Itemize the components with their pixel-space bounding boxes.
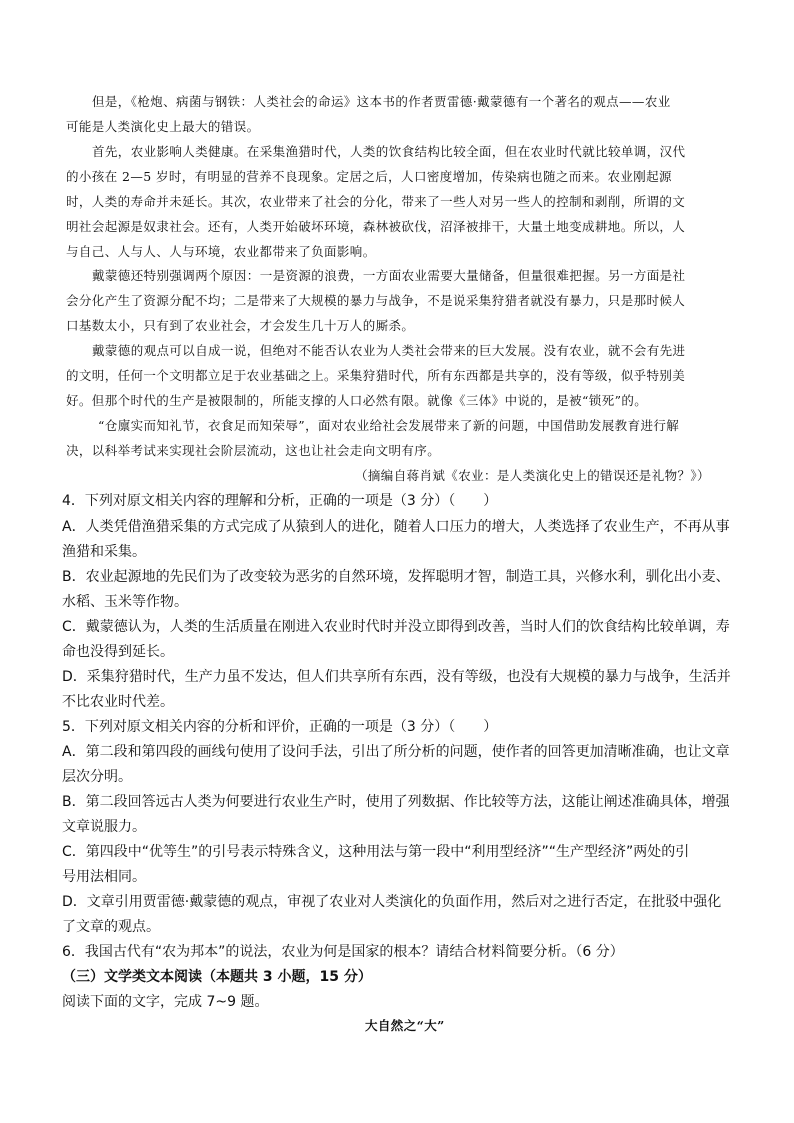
section-instruction: 阅读下面的文字，完成 7~9 题。	[62, 994, 269, 1010]
passage-line: 首先，农业影响人类健康。在采集渔猎时代，人类的饮食结构比较全面，但在农业时代就比较单调，汉代	[92, 144, 686, 159]
passage-line: 好。但那个时代的生产是被限制的，所能支撑的人口必然有限。就像《三体》中说的，是被“锁死”的。	[66, 393, 648, 408]
question-5-option-a: A．第二段和第四段的画线句使用了设问手法，引出了所分析的问题，使作者的回答更加清晰准确，也让文章	[62, 744, 730, 760]
question-4-option-d: D．采集狩猎时代，生产力虽不发达，但人们共享所有东西，没有等级，也没有大规模的暴力与战争，生活并	[62, 669, 731, 685]
passage-line: 戴蒙德还特别强调两个原因：一是资源的浪费，一方面农业需要大量储备，但量很难把握。另一方面是社	[92, 268, 686, 283]
passage-line: 时，人类的寿命并未延长。其次，农业带来了社会的分化，带来了一些人对另一些人的控制和剥削，所谓的文	[66, 194, 686, 209]
passage-line: 会分化产生了资源分配不均；二是带来了大规模的暴力与战争，不是说采集狩猎者就没有暴力，只是那时候人	[66, 293, 686, 308]
question-5-option-a-cont: 层次分明。	[62, 769, 132, 785]
question-4-option-d-cont: 不比农业时代差。	[62, 694, 174, 710]
question-5-option-c: C．第四段中“优等生”的引号表示特殊含义，这种用法与第一段中“利用型经济”“生产型经济”两处的引	[62, 844, 690, 860]
passage-line: 但是，《枪炮、病菌与钢铁：人类社会的命运》这本书的作者贾雷德·戴蒙德有一个著名的观点——农业	[92, 94, 671, 109]
passage-line: 戴蒙德的观点可以自成一说，但绝对不能否认农业为人类社会带来的巨大发展。没有农业，就不会有先进	[92, 343, 686, 358]
passage-line: “仓廪实而知礼节，衣食足而知荣辱”，面对农业给社会发展带来了新的问题，中国借助发展教育进行解	[98, 418, 680, 433]
article-title: 大自然之“大”	[365, 1018, 445, 1033]
passage-line: 的文明，任何一个文明都立足于农业基础之上。采集狩猎时代，所有东西都是共享的，没有等级，似乎特别美	[66, 368, 686, 383]
question-6-stem: 6．我国古代有“农为邦本”的说法，农业为何是国家的根本？请结合材料简要分析。（6 分）	[62, 944, 624, 960]
passage-source: （摘编自蒋肖斌《农业：是人类演化史上的错误还是礼物？》）	[355, 468, 710, 483]
question-5-option-b-cont: 文章说服力。	[62, 819, 146, 835]
question-5-option-b: B．第二段回答远古人类为何要进行农业生产时，使用了列数据、作比较等方法，这能让阐述准确具体，增强	[62, 794, 730, 810]
question-4-option-a: A．人类凭借渔猎采集的方式完成了从猿到人的进化，随着人口压力的增大，人类选择了农业生产，不再从事	[62, 519, 730, 535]
question-5-option-c-cont: 号用法相同。	[62, 869, 146, 885]
passage-line: 明社会起源是奴隶社会。还有，人类开始破坏环境，森林被砍伐，沼泽被排干，大量土地变成耕地。所以，人	[66, 219, 686, 234]
question-4-option-a-cont: 渔猎和采集。	[62, 544, 146, 560]
question-4-stem: 4．下列对原文相关内容的理解和分析，正确的一项是（3 分）（ ）	[62, 493, 498, 509]
question-5-option-d-cont: 了文章的观点。	[62, 919, 160, 935]
question-4-option-c: C．戴蒙德认为，人类的生活质量在刚进入农业时代时并没立即得到改善，当时人们的饮食结构比较单调，寿	[62, 619, 730, 635]
question-4-option-c-cont: 命也没得到延长。	[62, 644, 174, 660]
question-4-option-b: B．农业起源地的先民们为了改变较为恶劣的自然环境，发挥聪明才智，制造工具，兴修水利，驯化出小麦、	[62, 569, 730, 585]
section-heading: （三）文学类文本阅读（本题共 3 小题，15 分）	[62, 969, 372, 985]
passage-line: 口基数太小，只有到了农业社会，才会发生几十万人的厮杀。	[66, 318, 415, 333]
question-4-option-b-cont: 水稻、玉米等作物。	[62, 594, 188, 610]
passage-line: 决，以科举考试来实现社会阶层流动，这也让社会走向文明有序。	[66, 443, 441, 458]
question-5-stem: 5．下列对原文相关内容的分析和评价，正确的一项是（3 分）（ ）	[62, 719, 498, 735]
passage-line: 与自己、人与人、人与环境，农业都带来了负面影响。	[66, 244, 376, 259]
passage-line: 的小孩在 2—5 岁时，有明显的营养不良现象。定居之后，人口密度增加，传染病也随之而来。农业刚起源	[66, 169, 672, 184]
passage-line: 可能是人类演化史上最大的错误。	[66, 119, 260, 134]
question-5-option-d: D．文章引用贾雷德·戴蒙德的观点，审视了农业对人类演化的负面作用，然后对之进行否定，在批驳中强化	[62, 894, 722, 910]
